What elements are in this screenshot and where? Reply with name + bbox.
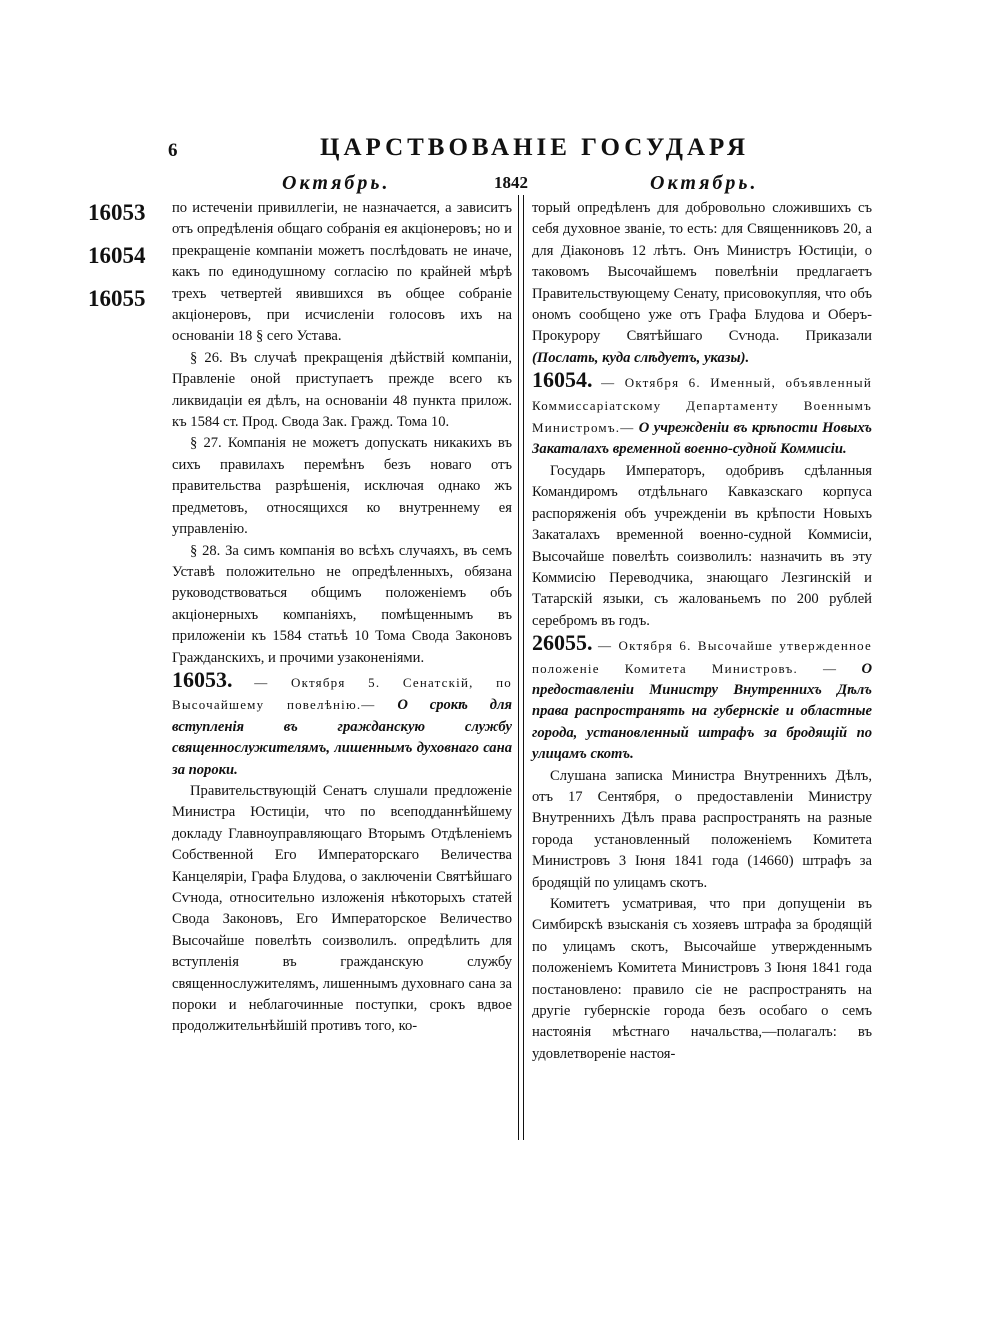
paragraph: по истеченіи привиллегіи, не назначается, а зависитъ отъ опредѣленія общаго собранія ея акціонеровъ; но и прекращеніе компаніи можетъ послѣдовать не иначе, какъ по единодушному согласію по крайней мѣрѣ трехъ четвертей явившихся въ общее собраніе акціонеровъ, при исчисленіи голосовъ ихъ на основаніи 18 § сего Устава. xyxy=(172,200,512,345)
paragraph-text: торый опредѣленъ для добровольно сложившихъ съ себя духовное званіе, то есть: для Священниковъ 20, а для Діаконовъ 12 лѣтъ. Онъ Министръ Юстиціи, о таковомъ Высочайшемъ повелѣніи предлагаетъ Правительствующему Сенату, присовокупляя, что объ ономъ сообщено уже отъ Графа Блудова и Оберъ-Прокурору Святѣйшаго Сѵнода. Приказали xyxy=(532,200,872,345)
entry-number: 16054. xyxy=(532,367,593,393)
page-number: 6 xyxy=(168,140,178,161)
column-divider xyxy=(518,195,519,1140)
right-column xyxy=(532,198,872,1065)
entry-number: 16053. xyxy=(172,666,233,692)
left-column xyxy=(172,198,512,1038)
column-divider xyxy=(523,195,524,1140)
entry xyxy=(172,666,512,781)
paragraph: § 27. Компанія не можетъ допускать никакихъ въ сихъ правилахъ перемѣнъ безъ новаго отъ правительства разрѣшенія, исключая однако жъ предметовъ, относящихся ко внутреннему ея управленію. xyxy=(172,435,512,538)
paragraph: Комитетъ усматривая, что при допущеніи въ Симбирскѣ взысканія съ хозяевъ штрафа за бродящій по улицамъ скотъ, Высочайше утвержденнымъ положеніемъ Комитета Министровъ 3 Іюня 1841 года постановлено: правило сіе не распространять на другіе губернскіе города безъ особаго о семъ настоянія мѣстнаго начальства,—полагалъ: въ удовлетвореніе настоя- xyxy=(532,896,872,1062)
entry-title: О срокѣ для вступленія въ гражданскую службу священнослужителямъ, лишеннымъ духовнаго сана за пороки. xyxy=(172,697,512,778)
entry xyxy=(532,632,872,765)
entry-heading: — Октября 5. Сенатскій, по Высочайшему повелѣнію.— xyxy=(172,674,512,713)
paragraph: Слушана записка Министра Внутреннихъ Дѣлъ, отъ 17 Сентября, о предоставленіи Министру Внутреннихъ Дѣлъ права распространять на разные города установленный положеніемъ Комитета Министровъ 3 Іюня 1841 года (14660) штрафъ за бродящій по улицамъ скотъ. xyxy=(532,767,872,891)
month-right: Октябрь. xyxy=(650,172,759,194)
running-title: ЦАРСТВОВАНІЕ ГОСУДАРЯ xyxy=(320,134,750,161)
margin-number: 16053 xyxy=(88,200,146,225)
paragraph: Правительствующій Сенатъ слушали предложеніе Министра Юстиціи, что по всеподданнѣйшему докладу Главноуправляющаго Вторымъ Отдѣленіемъ Собственной Его Императорскаго Величества Канцеляріи, Графа Блудова, о заключеніи Святѣйшаго Сѵнода, относительно изложенія нѣкоторыхъ статей Свода Законовъ, Его Императорское Величество Высочайше повелѣть соизволилъ. опредѣлить для вступленія въ гражданскую службу священнослужителямъ, лишеннымъ духовнаго сана за пороки и неблагочинные поступки, срокъ вдвое продолжительнѣйшій противъ того, ко- xyxy=(172,782,512,1035)
year: 1842 xyxy=(494,173,528,192)
entry-heading: — Октября 6. Именный, объявленный Коммиссаріатскому Департаменту Военнымъ Министромъ.— xyxy=(532,375,873,436)
month-left: Октябрь. xyxy=(282,172,391,194)
margin-number: 16055 xyxy=(88,286,146,311)
entry-heading: — Октября 6. Высочайше утвержденное положеніе Комитета Министровъ. — xyxy=(532,638,872,676)
paragraph-italic: (Послать, куда слѣдуетъ, указы). xyxy=(532,349,750,366)
entry-number: 26055. xyxy=(532,630,593,656)
paragraph: § 26. Въ случаѣ прекращенія дѣйствій компаніи, Правленіе оной приступаетъ прежде всего къ ликвидаціи ея дѣлъ, на основаніи 48 пункта прилож. къ 1584 ст. Прод. Свода Зак. Гражд. Тома 10. xyxy=(172,349,512,431)
entry-title: О предоставленіи Министру Внутреннихъ Дѣлъ права распространять на губернскіе и областные города, установленный штрафъ за бродящій по улицамъ скотъ. xyxy=(532,660,872,763)
paragraph xyxy=(532,198,872,369)
entry-title: О учрежденіи въ крѣпости Новыхъ Закаталахъ временной военно-судной Коммисіи. xyxy=(532,420,872,458)
margin-number: 16054 xyxy=(88,243,146,268)
entry xyxy=(532,369,872,461)
paragraph: Государь Императоръ, одобривъ сдѣланныя Командиромъ отдѣльнаго Кавказскаго корпуса распоряженія объ учрежденіи въ крѣпости Новыхъ Закаталахъ временной военно-судной Коммисіи, Высочайше повелѣть соизволилъ: назначить въ эту Коммисію Переводчика, знающаго Лезгинскій и Татарскій языки, съ жалованьемъ по 200 рублей серебромъ въ годъ. xyxy=(532,462,872,629)
paragraph: § 28. За симъ компанія во всѣхъ случаяхъ, въ семъ Уставѣ положительно не опредѣленныхъ, обязана руководствоваться общимъ положеніемъ объ акціонерныхъ компаніяхъ, помѣщеннымъ въ приложеніи къ 1584 статьѣ 10 Тома Свода Законовъ Гражданскихъ, и прочими узаконеніями. xyxy=(172,542,512,666)
